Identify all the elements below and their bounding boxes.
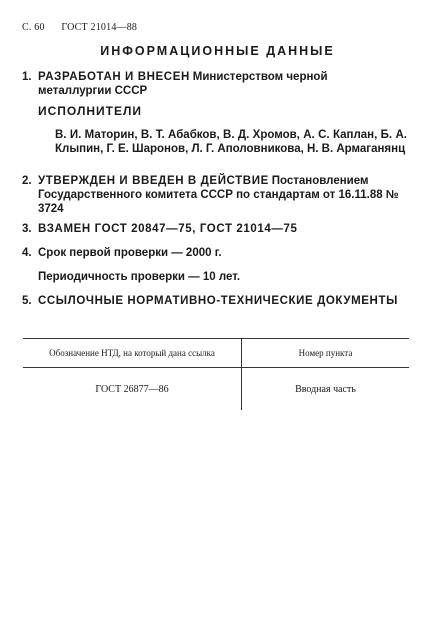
item-number: 2. xyxy=(22,175,32,187)
item-replaces xyxy=(22,222,400,236)
item-approved xyxy=(22,174,400,216)
page-title: ИНФОРМАЦИОННЫЕ ДАННЫЕ xyxy=(100,44,335,58)
table-row xyxy=(23,368,409,411)
column-header-clause: Номер пункта xyxy=(242,339,410,368)
cell-document: ГОСТ 26877—86 xyxy=(95,383,169,395)
item-heading: ВЗАМЕН ГОСТ 20847—75, ГОСТ 21014—75 xyxy=(38,223,298,235)
page-header xyxy=(22,22,151,33)
item-developed xyxy=(22,70,400,98)
item-number: 4. xyxy=(22,247,32,259)
item-number: 5. xyxy=(22,295,32,307)
cell-clause: Вводная часть xyxy=(242,368,410,411)
item-heading: РАЗРАБОТАН И ВНЕСЕН xyxy=(38,71,190,83)
item-text: Срок первой проверки — 2000 г. xyxy=(38,247,222,259)
item-text: Постановлением Государственного комитета СССР по стандартам от 16.11.88 № 3724 xyxy=(38,175,399,215)
item-references xyxy=(22,294,400,308)
column-header-document: Обозначение НТД, на который дана ссылка xyxy=(23,339,242,368)
periodicity-line xyxy=(38,270,400,284)
references-table xyxy=(23,338,409,410)
item-number: 3. xyxy=(22,223,32,235)
standard-designation: ГОСТ 21014—88 xyxy=(61,22,138,33)
table-header-row xyxy=(23,339,409,368)
performers-heading: ИСПОЛНИТЕЛИ xyxy=(38,104,143,118)
periodicity-text: Периодичность проверки — 10 лет. xyxy=(38,271,241,283)
item-review-term xyxy=(22,246,400,260)
item-heading: УТВЕРЖДЕН И ВВЕДЕН В ДЕЙСТВИЕ xyxy=(38,175,269,187)
item-heading: ССЫЛОЧНЫЕ НОРМАТИВНО-ТЕХНИЧЕСКИЕ ДОКУМЕНТЫ xyxy=(38,295,398,307)
performers-list: В. И. Маторин, В. Т. Абабков, В. Д. Хромов, А. С. Каплан, Б. А. Клыпин, Г. Е. Шаронов, Л. Г. Аполовникова, Н. В. Армаганянц xyxy=(55,129,407,155)
page-number: С. 60 xyxy=(22,22,45,33)
item-number: 1. xyxy=(22,71,32,83)
item-text: Министерством черной металлургии СССР xyxy=(38,71,328,97)
